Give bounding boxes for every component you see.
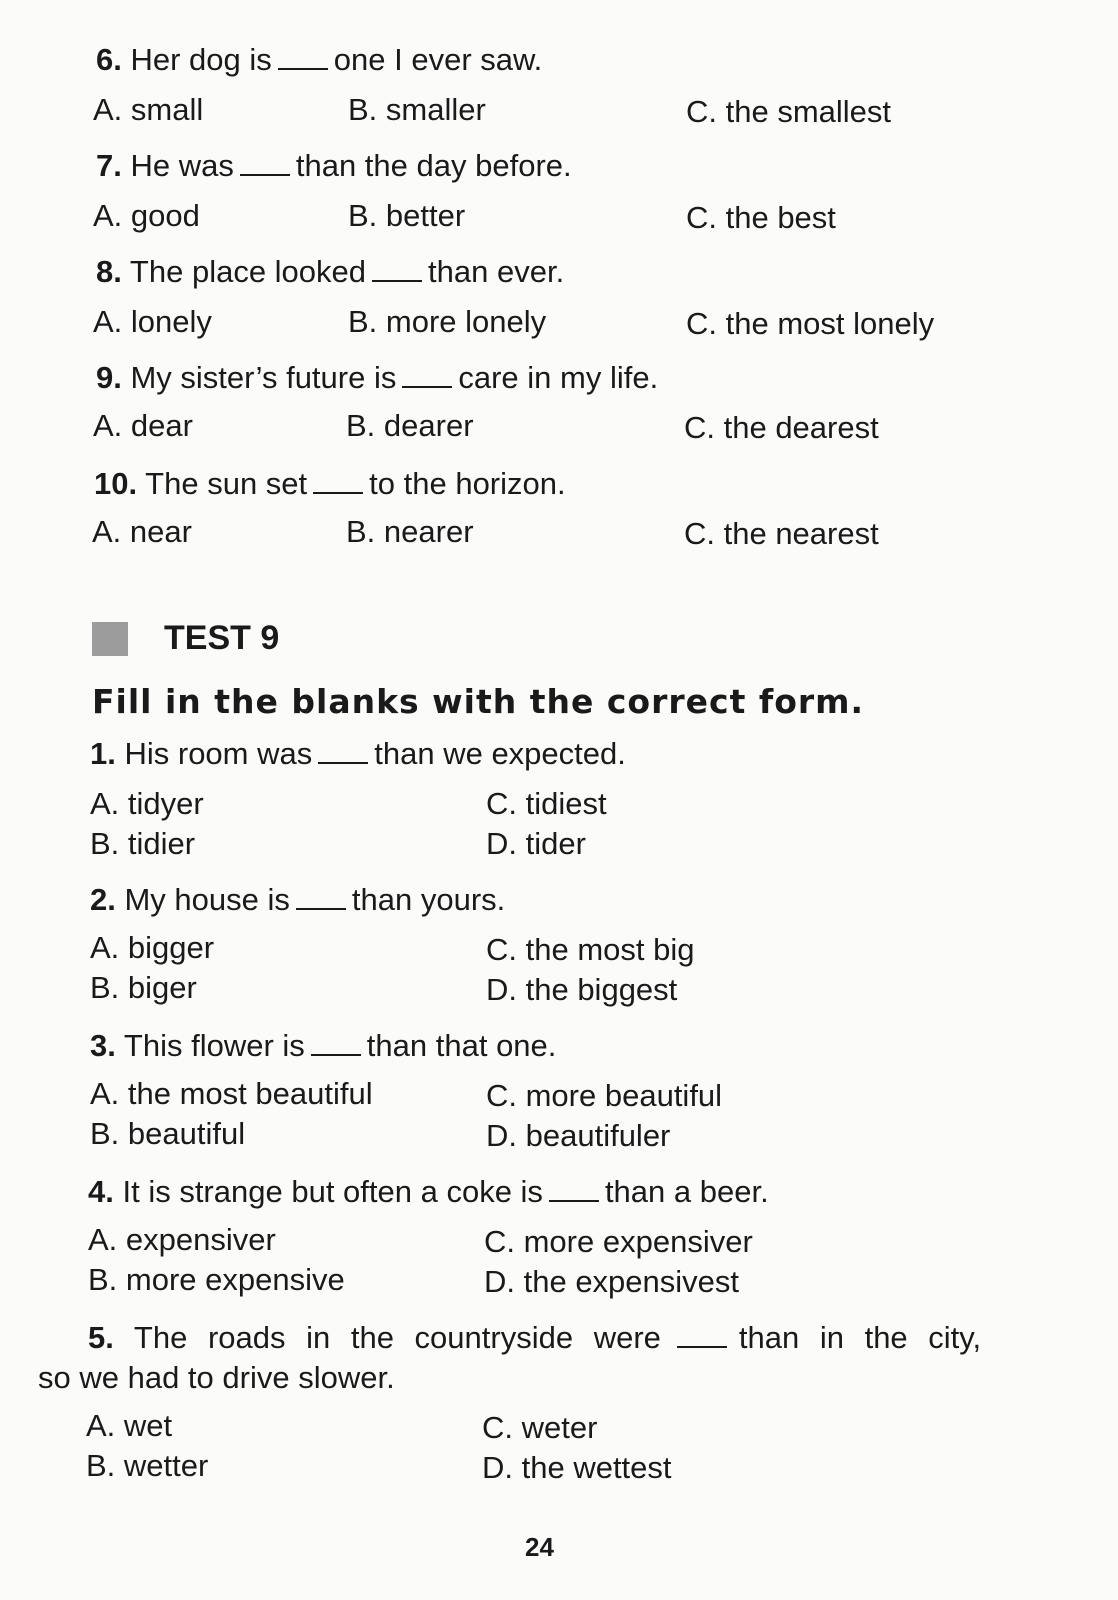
option-a[interactable]: A. good [93,198,200,233]
option-a[interactable]: A. wet [86,1408,173,1443]
option-d[interactable]: D. beautifuler [486,1118,671,1153]
option-c[interactable]: C. more beautiful [486,1078,723,1113]
option-b[interactable]: B. more expensive [88,1262,345,1297]
question-text: to the horizon. [369,466,566,501]
question-7 [96,148,572,184]
option-d[interactable]: D. the wettest [482,1450,672,1485]
option-b[interactable]: B. tidier [90,826,196,861]
option-d[interactable]: D. tider [486,826,586,861]
option-b[interactable]: B. better [348,198,466,233]
option-b[interactable]: B. biger [90,970,197,1005]
question-text: one I ever saw. [333,42,543,77]
answer-blank[interactable] [402,364,452,388]
option-a[interactable]: A. tidyer [90,786,204,821]
question-number: 9. [96,360,122,395]
question-8 [96,254,564,290]
instruction: Fill in the blanks with the correct form. [92,682,865,721]
answer-blank[interactable] [311,1032,361,1056]
question-1 [90,736,626,772]
option-d[interactable]: D. the biggest [486,972,678,1007]
option-b[interactable]: B. smaller [348,92,486,127]
page-number: 24 [525,1532,554,1562]
question-text: Her dog is [130,42,272,77]
question-text: than a beer. [604,1174,769,1209]
question-6 [96,42,542,78]
question-number: 1. [90,736,116,771]
question-number: 6. [96,42,122,77]
question-text: The place looked [129,254,367,289]
option-b[interactable]: B. dearer [346,408,474,443]
option-c[interactable]: C. the most big [486,932,695,967]
question-text: It is strange but often a coke is [122,1174,543,1209]
option-b[interactable]: B. more lonely [348,304,547,339]
option-c[interactable]: C. the most lonely [686,306,935,341]
question-3 [90,1028,556,1064]
question-number: 7. [96,148,122,183]
option-b[interactable]: B. beautiful [90,1116,246,1151]
question-number: 8. [96,254,122,289]
answer-blank[interactable] [677,1324,727,1348]
option-c[interactable]: C. more expensiver [484,1224,753,1259]
answer-blank[interactable] [372,258,422,282]
option-c[interactable]: C. weter [482,1410,598,1445]
question-text: than we expected. [374,736,626,771]
answer-blank[interactable] [313,470,363,494]
question-5 [88,1320,981,1356]
question-text: The roads in the countryside were [133,1320,661,1355]
question-text: This flower is [123,1028,305,1063]
answer-blank[interactable] [240,152,290,176]
question-text: My house is [124,882,290,917]
question-text: than the day before. [295,148,572,183]
question-text: than yours. [351,882,506,917]
question-5-continuation: so we had to drive slower. [38,1360,395,1395]
question-number: 10. [94,466,138,501]
question-text: than ever. [428,254,565,289]
option-d[interactable]: D. the expensivest [484,1264,740,1299]
option-a[interactable]: A. lonely [93,304,212,339]
question-9 [96,360,658,396]
option-c[interactable]: C. the smallest [686,94,892,129]
answer-blank[interactable] [278,46,328,70]
question-text: My sister’s future is [130,360,397,395]
section-marker-icon [92,622,128,656]
question-number: 2. [90,882,116,917]
option-a[interactable]: A. expensiver [88,1222,276,1257]
question-number: 3. [90,1028,116,1063]
option-a[interactable]: A. the most beautiful [90,1076,373,1111]
question-number: 4. [88,1174,114,1209]
question-text: He was [130,148,234,183]
option-c[interactable]: C. tidiest [486,786,607,821]
question-2 [90,882,505,918]
test-title: TEST 9 [164,619,280,657]
option-b[interactable]: B. nearer [346,514,474,549]
question-text: than in the city, [738,1320,982,1355]
answer-blank[interactable] [296,886,346,910]
option-c[interactable]: C. the nearest [684,516,879,551]
answer-blank[interactable] [318,740,368,764]
answer-blank[interactable] [549,1178,599,1202]
option-a[interactable]: A. bigger [90,930,215,965]
question-10 [94,466,566,502]
option-a[interactable]: A. near [92,514,192,549]
question-number: 5. [88,1320,114,1355]
option-c[interactable]: C. the dearest [684,410,879,445]
question-4 [88,1174,769,1210]
question-text: His room was [124,736,313,771]
question-text: The sun set [145,466,308,501]
option-b[interactable]: B. wetter [86,1448,209,1483]
question-text: care in my life. [458,360,659,395]
option-c[interactable]: C. the best [686,200,836,235]
question-text: than that one. [366,1028,557,1063]
option-a[interactable]: A. small [93,92,204,127]
option-a[interactable]: A. dear [93,408,193,443]
